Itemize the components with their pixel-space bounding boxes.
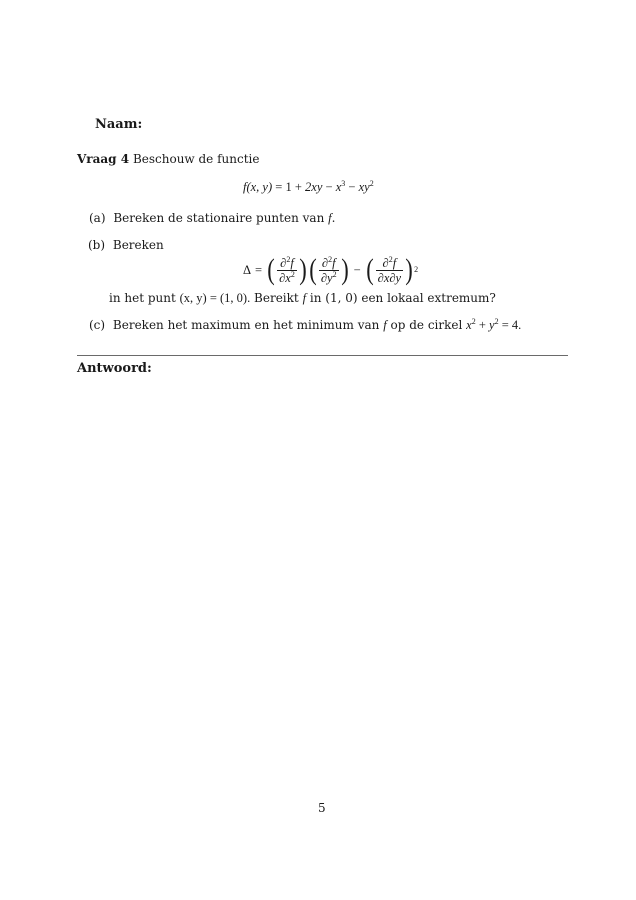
function-definition	[243, 180, 374, 195]
followup-var: f	[302, 291, 307, 305]
page-number: 5	[318, 801, 326, 815]
separator-line	[77, 355, 568, 356]
question-label: Vraag 4	[77, 152, 130, 166]
question-intro: Beschouw de functie	[132, 152, 260, 166]
part-a-var: f	[328, 211, 332, 225]
function-op: −	[348, 180, 356, 194]
delta-symbol: Δ	[243, 262, 252, 277]
part-b	[88, 238, 164, 252]
part-a	[89, 211, 335, 226]
delta-equals: =	[255, 262, 263, 277]
followup-text: in het punt	[109, 291, 176, 305]
function-equals: =	[275, 180, 283, 194]
left-paren: (	[365, 253, 374, 286]
part-c	[89, 318, 521, 333]
fraction-d2f-dxdy: $\frac{\partial^2f}{\partial x\partial y}$	[377, 254, 402, 285]
function-op: +	[294, 180, 302, 194]
part-c-text: op de cirkel	[390, 318, 463, 332]
right-paren: )	[340, 253, 349, 286]
function-op: −	[325, 180, 333, 194]
question-heading	[77, 152, 259, 166]
function-term: xy	[358, 180, 370, 194]
right-paren: )	[405, 253, 413, 286]
right-paren: )	[299, 253, 307, 286]
part-c-var: f	[383, 318, 387, 332]
part-c-marker: (c)	[89, 318, 106, 332]
delta-minus: −	[353, 262, 361, 277]
function-exponent: 2	[369, 179, 374, 188]
delta-formula: Δ = ( $\frac{\partial^2f}{\partial x^2}$ ) ( $\frac{\partial^2f}{\partial y^2}$ ) − ( $\frac{\partial^2f}{\partial x\partial y}$ ) 2	[243, 253, 419, 286]
left-paren: (	[309, 253, 317, 286]
part-b-text: Bereken	[112, 238, 164, 252]
followup-point: (x, y) = (1, 0).	[179, 291, 251, 305]
function-term: 1	[285, 180, 292, 194]
function-exponent: 3	[341, 179, 346, 188]
part-b-followup	[109, 291, 496, 306]
left-paren: (	[267, 253, 275, 286]
part-a-marker: (a)	[89, 211, 106, 225]
fraction-d2f-dx2: $\frac{\partial^2f}{\partial x^2}$	[279, 254, 295, 285]
part-a-period: .	[331, 211, 336, 225]
circle-equation: $x^2 + y^2 = 4$.	[466, 317, 522, 332]
fraction-d2f-dy2: $\frac{\partial^2f}{\partial y^2}$	[320, 254, 337, 285]
followup-text: in (1, 0) een lokaal extremum?	[309, 291, 496, 305]
answer-label: Antwoord:	[77, 361, 152, 376]
part-a-text: Bereken de stationaire punten van	[113, 211, 325, 225]
name-label: Naam:	[95, 117, 143, 132]
function-term: x	[335, 180, 342, 194]
function-term: 2xy	[305, 180, 323, 194]
function-lhs: f(x, y)	[243, 180, 273, 194]
followup-text: Bereikt	[254, 291, 299, 305]
part-c-text: Bereken het maximum en het minimum van	[112, 318, 380, 332]
part-b-marker: (b)	[88, 238, 106, 252]
